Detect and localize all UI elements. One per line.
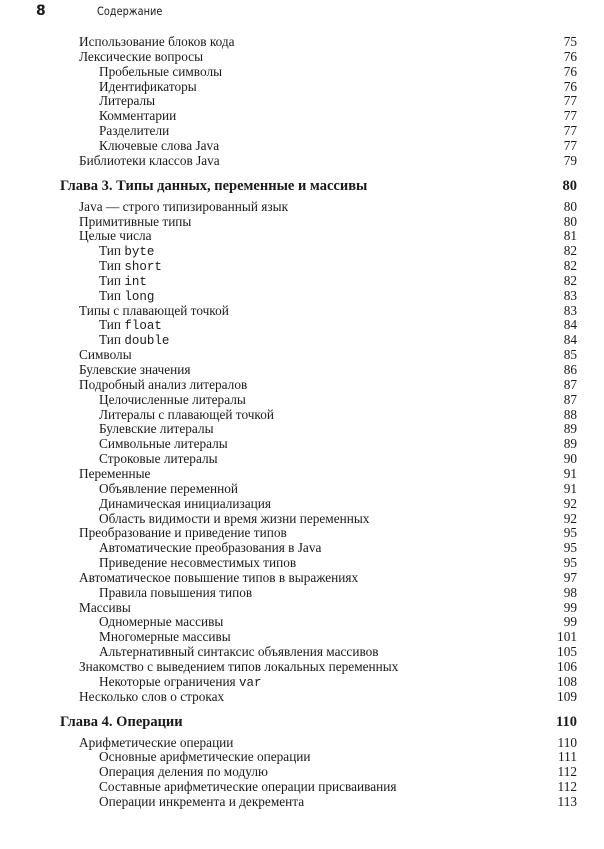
toc-page-number: 80 [562, 177, 577, 194]
toc-entry-title [99, 481, 238, 496]
toc-entry [79, 362, 577, 377]
toc-title-text: Типы с плавающей точкой [79, 302, 229, 318]
toc-entry [99, 764, 577, 779]
toc-title-text: Массивы [79, 599, 131, 615]
toc-title-text: Ключевые слова Java [99, 137, 220, 153]
toc-entry [79, 153, 577, 168]
toc-entry-title [99, 555, 296, 570]
toc-page-number: 101 [557, 629, 577, 645]
toc-entry [79, 214, 577, 229]
toc-entry [99, 258, 577, 273]
toc-page-number: 76 [563, 63, 577, 79]
toc-entry-title [99, 451, 218, 466]
toc-title-text: Примитивные типы [79, 213, 192, 229]
toc-page-number: 97 [563, 569, 577, 585]
toc-entry-title [79, 199, 288, 214]
toc-entry [79, 659, 577, 674]
toc-entry-title [99, 407, 274, 422]
toc-code-keyword: byte [124, 245, 155, 260]
toc-page-number: 98 [563, 584, 577, 600]
toc-entry [99, 540, 577, 555]
toc-entry [99, 108, 577, 123]
toc-entry [79, 199, 577, 214]
toc-page-number: 95 [563, 555, 577, 571]
toc-page-number: 83 [563, 302, 577, 318]
toc-entry [99, 288, 577, 303]
toc-entry-title [99, 93, 155, 108]
toc-page-number: 95 [563, 525, 577, 541]
toc-entry [99, 779, 577, 794]
toc-entry [79, 466, 577, 481]
toc-entry [99, 273, 577, 288]
toc-entry-title [79, 600, 131, 615]
toc-title-text: Java — строго типизированный язык [79, 198, 289, 214]
toc-entry-title [99, 436, 228, 451]
toc-code-keyword: var [239, 675, 262, 690]
toc-entry [99, 436, 577, 451]
toc-page-number: 111 [558, 749, 577, 765]
toc-entry [99, 585, 577, 600]
toc-title-text: Использование блоков кода [79, 34, 235, 49]
toc-entry [99, 317, 577, 332]
toc-page-number: 90 [563, 451, 577, 467]
toc-page-number: 82 [563, 243, 577, 259]
toc-title-text: Автоматические преобразования в Java [99, 540, 322, 556]
toc-entry-title [99, 629, 231, 644]
toc-title-text: Составные арифметические операции присваивания [99, 779, 397, 795]
toc-title-text: Тип [99, 332, 125, 348]
toc-entry-title [99, 794, 304, 809]
toc-entry-title [99, 540, 321, 555]
running-title: Содержание [97, 4, 163, 18]
toc-entry [99, 511, 577, 526]
toc-page-number: 88 [563, 406, 577, 422]
toc-title-text: Разделители [99, 123, 170, 139]
toc-title-text: Основные арифметические операции [99, 749, 311, 765]
toc-entry-title [99, 496, 271, 511]
toc-title-text: Знакомство с выведением типов локальных переменных [79, 659, 399, 674]
toc-title-text: Переменные [79, 465, 151, 481]
toc-entry-title [79, 466, 150, 481]
toc-entry-title [99, 421, 214, 436]
page-header [0, 3, 604, 23]
toc-entry [99, 138, 577, 153]
toc-title-text: Область видимости и время жизни переменных [99, 510, 370, 526]
toc-page-number: 80 [563, 213, 577, 229]
toc-page-number: 110 [557, 734, 577, 750]
toc-code-keyword: int [124, 274, 147, 289]
toc-title-text: Операция деления по модулю [99, 764, 268, 780]
toc-entry [79, 525, 577, 540]
toc-title-text: Строковые литералы [99, 451, 218, 467]
toc-page-number: 82 [563, 258, 577, 274]
toc-title-text: Динамическая инициализация [99, 495, 272, 511]
toc-title-text: Лексические вопросы [79, 48, 204, 64]
toc-page-number: 112 [557, 764, 577, 780]
toc-title-text: Правила повышения типов [99, 584, 253, 600]
toc-page-number: 99 [563, 599, 577, 615]
toc-entry-title [79, 153, 220, 168]
toc-title-text: Арифметические операции [79, 734, 234, 750]
toc-entry [99, 392, 577, 407]
toc-entry [79, 689, 577, 704]
toc-entry-title [79, 34, 235, 49]
toc-page-number: 77 [563, 123, 577, 139]
toc-entry-title [79, 347, 132, 362]
toc-entry [99, 332, 577, 347]
toc-title-text: Преобразование и приведение типов [79, 525, 287, 541]
page-number: 8 [36, 3, 46, 19]
toc-entry [79, 228, 577, 243]
toc-title-text: Объявление переменной [99, 480, 239, 496]
toc-entry-title [99, 79, 197, 94]
toc-entry-title [79, 525, 287, 540]
toc-title-text: Одномерные массивы [99, 614, 224, 630]
toc-page-number: 81 [563, 228, 577, 244]
toc-entry [79, 735, 577, 750]
toc-entry [79, 303, 577, 318]
toc-entry [99, 421, 577, 436]
toc-entry-title [99, 108, 176, 123]
toc-page-number: 95 [563, 540, 577, 556]
toc-page-number: 84 [563, 317, 577, 333]
toc-code-keyword: float [124, 319, 162, 334]
toc-title-text: Подробный анализ литералов [79, 376, 248, 392]
toc-title-text: Глава 4. Операции [60, 713, 183, 730]
toc-page-number: 77 [563, 137, 577, 153]
toc-page-number: 92 [563, 510, 577, 526]
toc-title-text: Булевские значения [79, 362, 191, 377]
toc-page-number: 82 [563, 272, 577, 288]
toc-entry-title [60, 179, 367, 194]
toc-entry [99, 644, 577, 659]
toc-page-number: 89 [563, 421, 577, 437]
toc-entry-title [79, 735, 233, 750]
toc-entry-title [79, 570, 358, 585]
toc-entry [79, 49, 577, 64]
toc-entry-title [79, 362, 191, 377]
toc-title-text: Библиотеки классов Java [79, 152, 220, 168]
toc-entry [79, 600, 577, 615]
toc-title-text: Автоматическое повышение типов в выражениях [79, 569, 359, 585]
toc-page-number: 76 [563, 48, 577, 64]
toc-entry [99, 451, 577, 466]
toc-page-number: 76 [563, 78, 577, 94]
toc-page-number: 77 [563, 93, 577, 109]
toc-title-text: Целочисленные литералы [99, 391, 246, 407]
toc-page-number: 80 [563, 198, 577, 214]
toc-entry-title [99, 585, 252, 600]
toc-entry-title [99, 614, 223, 629]
toc-page-number: 79 [563, 152, 577, 168]
toc-chapter-heading [60, 715, 577, 730]
toc-entry [99, 243, 577, 258]
toc-page-number: 113 [557, 793, 577, 809]
toc-title-text: Многомерные массивы [99, 629, 231, 645]
toc-entry-title [79, 659, 398, 674]
toc-entry [99, 407, 577, 422]
toc-page-number: 91 [563, 480, 577, 496]
toc-entry-title [99, 123, 169, 138]
toc-page-number: 87 [563, 391, 577, 407]
toc-entry [99, 496, 577, 511]
toc-page-number: 106 [557, 659, 577, 674]
toc-entry-title [79, 689, 224, 704]
toc-page-number: 86 [563, 362, 577, 377]
toc-title-text: Тип [99, 243, 125, 259]
toc-entry [99, 123, 577, 138]
toc-code-keyword: short [124, 260, 162, 275]
toc-page-number: 112 [557, 779, 577, 795]
toc-entry [99, 481, 577, 496]
toc-page-number: 91 [563, 465, 577, 481]
toc-entry-title [79, 377, 247, 392]
toc-entry-title [79, 228, 152, 243]
toc-entry-title [99, 392, 246, 407]
toc-entry-title [79, 303, 229, 318]
toc-entry [79, 347, 577, 362]
toc-entry [99, 674, 577, 689]
toc-title-text: Целые числа [79, 228, 152, 244]
toc-page-number: 75 [563, 34, 577, 49]
toc-title-text: Глава 3. Типы данных, переменные и массивы [60, 177, 368, 194]
toc-page-number: 84 [563, 332, 577, 348]
toc-title-text: Несколько слов о строках [79, 688, 225, 704]
toc-entry-title [79, 49, 203, 64]
toc-title-text: Комментарии [99, 108, 177, 124]
toc-title-text: Литералы с плавающей точкой [99, 406, 274, 422]
toc-code-keyword: long [124, 289, 155, 304]
toc-entry-title [99, 749, 311, 764]
toc-entry-title [99, 644, 379, 659]
toc-page-number: 109 [557, 688, 577, 704]
toc-entry [99, 794, 577, 809]
toc-entry-title [79, 214, 191, 229]
toc-entry [79, 570, 577, 585]
toc-title-text: Альтернативный синтаксис объявления массивов [99, 644, 379, 660]
toc-entry [79, 34, 577, 49]
toc-page-number: 92 [563, 495, 577, 511]
toc-title-text: Тип [99, 272, 125, 288]
toc-page-number: 108 [557, 673, 577, 689]
toc-entry-title [99, 764, 268, 779]
toc-entry-title [60, 715, 183, 730]
toc-page-number: 110 [556, 713, 577, 730]
toc-entry [99, 79, 577, 94]
toc-entry-title [99, 511, 369, 526]
toc-title-text: Булевские литералы [99, 421, 214, 437]
toc-title-text: Тип [99, 287, 125, 303]
toc-entry-title [99, 138, 219, 153]
toc-entry-title [99, 779, 396, 794]
toc-title-text: Тип [99, 317, 125, 333]
toc-title-text: Символьные литералы [99, 436, 228, 452]
toc-title-text: Идентификаторы [99, 78, 197, 94]
toc-page-number: 77 [563, 108, 577, 124]
toc-title-text: Операции инкремента и декремента [99, 793, 305, 809]
toc-title-text: Приведение несовместимых типов [99, 555, 297, 571]
toc-title-text: Тип [99, 258, 125, 274]
toc-page-number: 99 [563, 614, 577, 630]
toc-entry [99, 555, 577, 570]
toc-entry-title [99, 64, 222, 79]
toc-entry [99, 64, 577, 79]
toc-page-number: 87 [563, 376, 577, 392]
toc-title-text: Пробельные символы [99, 63, 223, 79]
toc-title-text: Символы [79, 347, 132, 363]
toc-page-number: 105 [557, 644, 577, 660]
toc-page-number: 83 [563, 287, 577, 303]
toc-title-text: Некоторые ограничения [99, 673, 240, 689]
toc-page-number: 85 [563, 347, 577, 363]
toc-entry [79, 377, 577, 392]
toc-chapter-heading [60, 179, 577, 194]
toc-entry [99, 629, 577, 644]
toc-entry [99, 749, 577, 764]
toc-title-text: Литералы [99, 93, 156, 109]
toc-code-keyword: double [124, 334, 170, 349]
toc-entry [99, 614, 577, 629]
toc-page-number: 89 [563, 436, 577, 452]
toc-entry [99, 93, 577, 108]
